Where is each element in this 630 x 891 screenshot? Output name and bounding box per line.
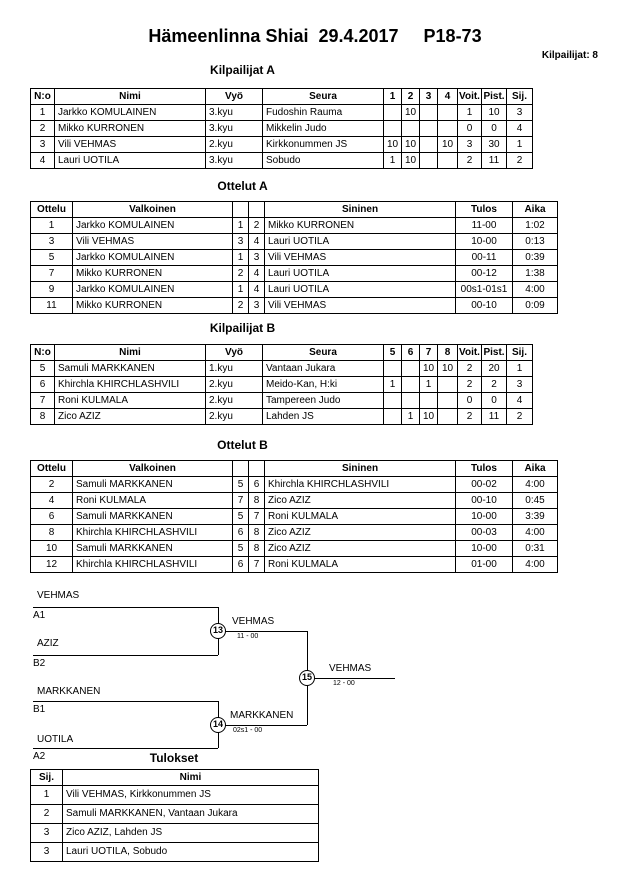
table-row [31, 393, 533, 409]
section-title-kilpailijat-b: Kilpailijat B [209, 321, 276, 335]
section-title-ottelut-b: Ottelut B [217, 438, 268, 452]
table-row [31, 361, 533, 377]
cell-result: 01-00 [456, 557, 513, 573]
cell-score-8: 10 [438, 361, 458, 377]
table-row [31, 843, 319, 862]
cell-score-8 [438, 409, 458, 425]
cell-nimi: Samuli MARKKANEN [55, 361, 206, 377]
cell-voit: 1 [458, 105, 482, 121]
header-sij: Sij. [507, 89, 533, 105]
cell-score-8 [438, 377, 458, 393]
header-opponent-8: 8 [438, 345, 458, 361]
cell-white-name: Samuli MARKKANEN [73, 477, 233, 493]
table-row [31, 541, 558, 557]
header-nimi: Nimi [55, 89, 206, 105]
cell-blue-name: Vili VEHMAS [265, 298, 456, 314]
cell-nimi: Roni KULMALA [55, 393, 206, 409]
cell-voit: 2 [458, 153, 482, 169]
header-opponent-5: 5 [384, 345, 402, 361]
cell-white-no: 1 [233, 250, 249, 266]
header-nimi: Nimi [55, 345, 206, 361]
cell-score-3 [420, 105, 438, 121]
table-row [31, 557, 558, 573]
cell-time: 4:00 [513, 477, 558, 493]
table-row [31, 218, 558, 234]
cell-blue-name: Khirchla KHIRCHLASHVILI [265, 477, 456, 493]
cell-sij: 1 [507, 361, 533, 377]
match-node-14: 14 [210, 717, 226, 733]
cell-place: 2 [31, 805, 63, 824]
match-node-13: 13 [210, 623, 226, 639]
header-vyo: Vyö [206, 345, 263, 361]
cell-seura: Fudoshin Rauma [263, 105, 384, 121]
cell-match-no: 4 [31, 493, 73, 509]
header-opponent-4: 4 [438, 89, 458, 105]
cell-white-no: 5 [233, 477, 249, 493]
cell-competitor: Vili VEHMAS, Kirkkonummen JS [63, 786, 319, 805]
table-header-row [31, 89, 533, 105]
header-sininen: Sininen [265, 461, 456, 477]
cell-sij: 4 [507, 393, 533, 409]
cell-voit: 0 [458, 121, 482, 137]
cell-seura: Lahden JS [263, 409, 384, 425]
bracket-line [218, 631, 307, 632]
cell-time: 0:45 [513, 493, 558, 509]
bracket-seed: A2 [33, 751, 46, 762]
section-title-ottelut-a: Ottelut A [217, 179, 268, 193]
table-row [31, 266, 558, 282]
cell-time: 4:00 [513, 557, 558, 573]
cell-place: 3 [31, 843, 63, 862]
cell-blue-no: 8 [249, 541, 265, 557]
header-aika: Aika [513, 461, 558, 477]
cell-score-4 [438, 105, 458, 121]
kilpailijat-a-table [30, 88, 533, 169]
table-row [31, 786, 319, 805]
cell-white-no: 2 [233, 266, 249, 282]
cell-time: 0:39 [513, 250, 558, 266]
cell-score-8 [438, 393, 458, 409]
table-row [31, 477, 558, 493]
cell-white-no: 6 [233, 525, 249, 541]
table-row [31, 377, 533, 393]
header-voit: Voit. [458, 345, 482, 361]
header-tulos: Tulos [456, 461, 513, 477]
table-header-row [31, 345, 533, 361]
cell-sij: 2 [507, 153, 533, 169]
cell-score-2: 10 [402, 153, 420, 169]
elimination-bracket [0, 585, 630, 770]
cell-result: 00-02 [456, 477, 513, 493]
cell-white-no: 1 [233, 282, 249, 298]
cell-seura: Vantaan Jukara [263, 361, 384, 377]
cell-white-name: Khirchla KHIRCHLASHVILI [73, 557, 233, 573]
cell-blue-no: 4 [249, 234, 265, 250]
cell-score-1 [384, 121, 402, 137]
table-row [31, 153, 533, 169]
section-title-kilpailijat-a: Kilpailijat A [210, 63, 275, 77]
cell-pist: 30 [482, 137, 507, 153]
cell-white-name: Mikko KURRONEN [73, 298, 233, 314]
cell-blue-no: 8 [249, 525, 265, 541]
cell-voit: 0 [458, 393, 482, 409]
cell-blue-name: Lauri UOTILA [265, 234, 456, 250]
cell-white-no: 5 [233, 509, 249, 525]
cell-score-6 [402, 377, 420, 393]
cell-pist: 11 [482, 153, 507, 169]
header-valkoinen: Valkoinen [73, 461, 233, 477]
cell-vyo: 2.kyu [206, 409, 263, 425]
table-header-row [31, 202, 558, 218]
cell-time: 0:31 [513, 541, 558, 557]
cell-time: 1:38 [513, 266, 558, 282]
header-sininen: Sininen [265, 202, 456, 218]
cell-score-1: 1 [384, 153, 402, 169]
header-spacer [233, 202, 249, 218]
cell-sij: 3 [507, 105, 533, 121]
cell-match-no: 1 [31, 218, 73, 234]
cell-place: 3 [31, 824, 63, 843]
cell-result: 00-03 [456, 525, 513, 541]
bracket-score: 12 - 00 [333, 680, 355, 687]
cell-voit: 3 [458, 137, 482, 153]
cell-blue-name: Mikko KURRONEN [265, 218, 456, 234]
table-row [31, 234, 558, 250]
cell-score-4 [438, 153, 458, 169]
ottelut-a-table [30, 201, 558, 314]
header-no: N:o [31, 89, 55, 105]
cell-time: 3:39 [513, 509, 558, 525]
cell-vyo: 3.kyu [206, 121, 263, 137]
cell-result: 10-00 [456, 509, 513, 525]
header-tulos: Tulos [456, 202, 513, 218]
cell-score-1: 10 [384, 137, 402, 153]
tulokset-table [30, 769, 319, 862]
cell-vyo: 2.kyu [206, 377, 263, 393]
cell-blue-no: 8 [249, 493, 265, 509]
cell-pist: 10 [482, 105, 507, 121]
header-seura: Seura [263, 89, 384, 105]
cell-blue-no: 3 [249, 298, 265, 314]
header-pist: Pist. [482, 89, 507, 105]
cell-white-name: Mikko KURRONEN [73, 266, 233, 282]
header-opponent-6: 6 [402, 345, 420, 361]
header-voit: Voit. [458, 89, 482, 105]
cell-no: 8 [31, 409, 55, 425]
cell-white-name: Samuli MARKKANEN [73, 541, 233, 557]
cell-result: 00-11 [456, 250, 513, 266]
cell-sij: 3 [507, 377, 533, 393]
bracket-winner: VEHMAS [232, 616, 275, 627]
cell-score-3 [420, 137, 438, 153]
bracket-line [33, 748, 218, 749]
bracket-line [218, 725, 307, 726]
cell-white-no: 6 [233, 557, 249, 573]
cell-white-name: Jarkko KOMULAINEN [73, 218, 233, 234]
cell-seura: Sobudo [263, 153, 384, 169]
cell-blue-name: Lauri UOTILA [265, 282, 456, 298]
table-row [31, 493, 558, 509]
cell-score-7: 1 [420, 377, 438, 393]
cell-match-no: 11 [31, 298, 73, 314]
cell-blue-name: Roni KULMALA [265, 509, 456, 525]
cell-white-name: Vili VEHMAS [73, 234, 233, 250]
cell-result: 00-12 [456, 266, 513, 282]
header-valkoinen: Valkoinen [73, 202, 233, 218]
cell-blue-no: 4 [249, 282, 265, 298]
cell-score-5 [384, 393, 402, 409]
cell-score-6 [402, 361, 420, 377]
cell-score-2 [402, 121, 420, 137]
header-sij: Sij. [507, 345, 533, 361]
cell-blue-name: Lauri UOTILA [265, 266, 456, 282]
table-row [31, 509, 558, 525]
cell-match-no: 5 [31, 250, 73, 266]
cell-match-no: 10 [31, 541, 73, 557]
cell-result: 00s1-01s1 [456, 282, 513, 298]
cell-place: 1 [31, 786, 63, 805]
header-aika: Aika [513, 202, 558, 218]
cell-blue-name: Zico AZIZ [265, 493, 456, 509]
table-row [31, 824, 319, 843]
cell-time: 0:13 [513, 234, 558, 250]
cell-seura: Meido-Kan, H:ki [263, 377, 384, 393]
cell-white-name: Samuli MARKKANEN [73, 509, 233, 525]
cell-nimi: Zico AZIZ [55, 409, 206, 425]
cell-white-no: 1 [233, 218, 249, 234]
table-row [31, 105, 533, 121]
cell-no: 2 [31, 121, 55, 137]
header-nimi: Nimi [63, 770, 319, 786]
cell-no: 4 [31, 153, 55, 169]
table-row [31, 525, 558, 541]
bracket-seed: B2 [33, 658, 46, 669]
cell-vyo: 2.kyu [206, 137, 263, 153]
table-row [31, 137, 533, 153]
cell-match-no: 8 [31, 525, 73, 541]
cell-white-name: Jarkko KOMULAINEN [73, 282, 233, 298]
cell-time: 4:00 [513, 525, 558, 541]
bracket-winner: MARKKANEN [230, 710, 294, 721]
cell-score-1 [384, 105, 402, 121]
cell-match-no: 12 [31, 557, 73, 573]
bracket-competitor: MARKKANEN [37, 686, 101, 697]
cell-white-no: 2 [233, 298, 249, 314]
table-header-row [31, 770, 319, 786]
match-node-15: 15 [299, 670, 315, 686]
cell-blue-name: Zico AZIZ [265, 541, 456, 557]
cell-white-no: 3 [233, 234, 249, 250]
header-opponent-2: 2 [402, 89, 420, 105]
table-row [31, 298, 558, 314]
cell-score-3 [420, 153, 438, 169]
cell-score-5 [384, 361, 402, 377]
header-opponent-1: 1 [384, 89, 402, 105]
header-spacer [249, 202, 265, 218]
cell-sij: 1 [507, 137, 533, 153]
page-title: Hämeenlinna Shiai 29.4.2017 P18-73 [148, 26, 482, 46]
cell-vyo: 1.kyu [206, 361, 263, 377]
bracket-score: 11 - 00 [237, 633, 259, 640]
cell-no: 6 [31, 377, 55, 393]
cell-match-no: 9 [31, 282, 73, 298]
table-row [31, 805, 319, 824]
cell-pist: 0 [482, 393, 507, 409]
table-header-row [31, 461, 558, 477]
bracket-line [33, 701, 218, 702]
cell-no: 7 [31, 393, 55, 409]
cell-score-2: 10 [402, 105, 420, 121]
header-sij: Sij. [31, 770, 63, 786]
cell-match-no: 3 [31, 234, 73, 250]
cell-score-2: 10 [402, 137, 420, 153]
bracket-seed: A1 [33, 610, 46, 621]
header-opponent-3: 3 [420, 89, 438, 105]
cell-time: 4:00 [513, 282, 558, 298]
cell-nimi: Jarkko KOMULAINEN [55, 105, 206, 121]
cell-nimi: Mikko KURRONEN [55, 121, 206, 137]
cell-blue-name: Vili VEHMAS [265, 250, 456, 266]
cell-match-no: 7 [31, 266, 73, 282]
cell-blue-no: 3 [249, 250, 265, 266]
cell-white-no: 7 [233, 493, 249, 509]
cell-blue-no: 4 [249, 266, 265, 282]
cell-score-4 [438, 121, 458, 137]
bracket-winner: VEHMAS [329, 663, 372, 674]
cell-no: 5 [31, 361, 55, 377]
cell-time: 0:09 [513, 298, 558, 314]
cell-seura: Kirkkonummen JS [263, 137, 384, 153]
bracket-competitor: UOTILA [37, 734, 74, 745]
kilpailijat-b-table [30, 344, 533, 425]
ottelut-b-table [30, 460, 558, 573]
header-seura: Seura [263, 345, 384, 361]
cell-score-4: 10 [438, 137, 458, 153]
bracket-line [307, 678, 395, 679]
header-vyo: Vyö [206, 89, 263, 105]
header-pist: Pist. [482, 345, 507, 361]
section-title-tulokset: Tulokset [149, 751, 199, 765]
cell-vyo: 3.kyu [206, 105, 263, 121]
table-row [31, 409, 533, 425]
table-row [31, 121, 533, 137]
bracket-score: 02s1 - 00 [233, 727, 263, 734]
cell-competitor: Samuli MARKKANEN, Vantaan Jukara [63, 805, 319, 824]
cell-score-5: 1 [384, 377, 402, 393]
bracket-line [33, 607, 218, 608]
cell-match-no: 2 [31, 477, 73, 493]
cell-score-5 [384, 409, 402, 425]
cell-no: 1 [31, 105, 55, 121]
header-ottelu: Ottelu [31, 202, 73, 218]
cell-pist: 2 [482, 377, 507, 393]
cell-voit: 2 [458, 377, 482, 393]
cell-sij: 4 [507, 121, 533, 137]
bracket-seed: B1 [33, 704, 46, 715]
cell-score-7: 10 [420, 409, 438, 425]
table-row [31, 250, 558, 266]
header-no: N:o [31, 345, 55, 361]
cell-nimi: Lauri UOTILA [55, 153, 206, 169]
cell-result: 10-00 [456, 234, 513, 250]
cell-score-7 [420, 393, 438, 409]
cell-blue-name: Roni KULMALA [265, 557, 456, 573]
cell-blue-name: Zico AZIZ [265, 525, 456, 541]
bracket-competitor: VEHMAS [37, 590, 80, 601]
cell-voit: 2 [458, 409, 482, 425]
cell-pist: 0 [482, 121, 507, 137]
cell-score-6 [402, 393, 420, 409]
bracket-line [33, 655, 218, 656]
cell-white-name: Khirchla KHIRCHLASHVILI [73, 525, 233, 541]
cell-vyo: 3.kyu [206, 153, 263, 169]
cell-voit: 2 [458, 361, 482, 377]
header-spacer [233, 461, 249, 477]
cell-competitor: Zico AZIZ, Lahden JS [63, 824, 319, 843]
cell-seura: Tampereen Judo [263, 393, 384, 409]
cell-no: 3 [31, 137, 55, 153]
cell-score-7: 10 [420, 361, 438, 377]
bracket-competitor: AZIZ [37, 638, 59, 649]
cell-nimi: Khirchla KHIRCHLASHVILI [55, 377, 206, 393]
cell-blue-no: 6 [249, 477, 265, 493]
cell-vyo: 2.kyu [206, 393, 263, 409]
cell-blue-no: 7 [249, 557, 265, 573]
cell-match-no: 6 [31, 509, 73, 525]
cell-result: 11-00 [456, 218, 513, 234]
header-opponent-7: 7 [420, 345, 438, 361]
cell-blue-no: 2 [249, 218, 265, 234]
cell-time: 1:02 [513, 218, 558, 234]
header-spacer [249, 461, 265, 477]
cell-seura: Mikkelin Judo [263, 121, 384, 137]
cell-pist: 11 [482, 409, 507, 425]
header-ottelu: Ottelu [31, 461, 73, 477]
competitor-count: Kilpailijat: 8 [541, 50, 598, 61]
cell-result: 00-10 [456, 298, 513, 314]
cell-score-6: 1 [402, 409, 420, 425]
cell-score-3 [420, 121, 438, 137]
table-row [31, 282, 558, 298]
cell-blue-no: 7 [249, 509, 265, 525]
cell-pist: 20 [482, 361, 507, 377]
cell-nimi: Vili VEHMAS [55, 137, 206, 153]
cell-white-name: Roni KULMALA [73, 493, 233, 509]
cell-white-no: 5 [233, 541, 249, 557]
cell-result: 00-10 [456, 493, 513, 509]
cell-sij: 2 [507, 409, 533, 425]
cell-white-name: Jarkko KOMULAINEN [73, 250, 233, 266]
cell-competitor: Lauri UOTILA, Sobudo [63, 843, 319, 862]
cell-result: 10-00 [456, 541, 513, 557]
